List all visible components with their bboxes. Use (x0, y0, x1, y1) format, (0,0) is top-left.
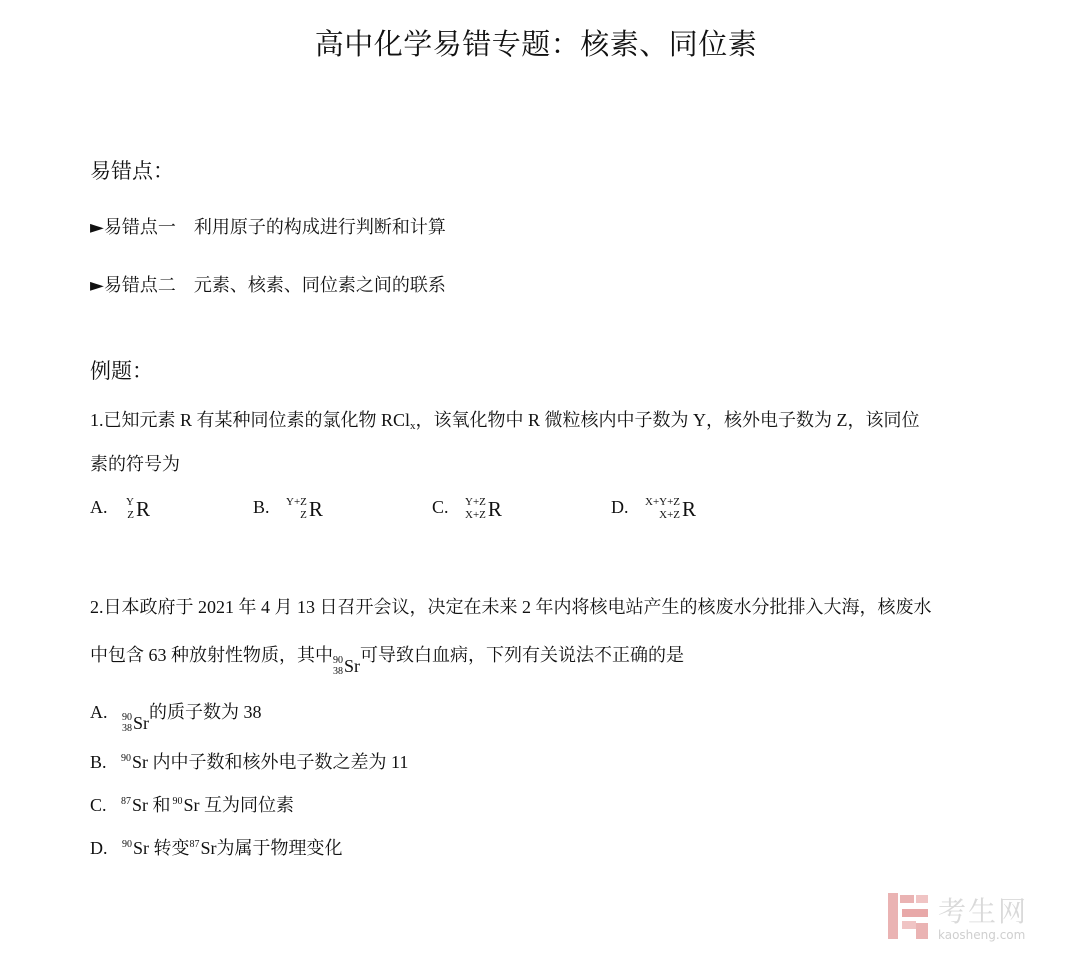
q1-option-a-letter: A. (90, 497, 108, 518)
q2-option-b-text: 内中子数和核外电子数之差为 11 (152, 752, 409, 772)
q1-option-a-mass: Y (126, 496, 134, 508)
q1-option-b-nuclide (286, 496, 323, 522)
q2-option-c-mass2: 90 (172, 796, 183, 807)
q2-option-c-symbol1: Sr (132, 795, 149, 815)
q2-option-b-letter: B. (90, 752, 107, 772)
q1-stem-subscript: x (410, 420, 416, 432)
q1-option-a-nuclide (126, 496, 150, 522)
q2-option-a-isotope (122, 712, 149, 734)
pitfall-item-2 (90, 271, 446, 297)
q1-stem-line2: 素的符号为 (90, 454, 180, 474)
pitfalls-heading: 易错点： (90, 159, 174, 183)
q1-option-b[interactable] (253, 496, 323, 522)
q1-option-c-mass: Y+Z (465, 496, 486, 508)
q1-option-d-letter: D. (611, 497, 629, 518)
watermark-logo-icon (886, 891, 932, 941)
page-title: 高中化学易错专题：核素、同位素 (314, 27, 758, 61)
q1-option-a-atomic: Z (127, 509, 134, 521)
q1-option-d-mass: X+Y+Z (645, 496, 681, 508)
q2-option-d-letter: D. (90, 838, 108, 858)
q2-option-d-text: 为属于物理变化 (216, 838, 343, 858)
q1-option-c-symbol: R (487, 496, 502, 521)
q2-option-a-atomic: 38 (122, 723, 132, 734)
q1-stem-b: ，该氧化物中 R 微粒核内中子数为 Y，核外电子数为 Z，该同位 (415, 410, 920, 430)
q2-option-c-mass1: 87 (121, 796, 132, 807)
q1-option-a-symbol: R (135, 496, 150, 521)
q1-option-d-symbol: R (682, 496, 697, 521)
q1-stem-line1 (90, 406, 920, 432)
q2-option-d-mid: 转变 (153, 838, 190, 858)
q2-option-b-symbol: Sr (132, 752, 149, 772)
q2-stem-line1: 2.日本政府于 2021 年 4 月 13 日召开会议，决定在未来 2 年内将核电站产生的核废水分批排入大海，核废水 (90, 597, 932, 617)
q1-option-b-letter: B. (253, 497, 270, 518)
q2-option-c-text: 互为同位素 (204, 795, 295, 815)
watermark-text-cn: 考生网 (938, 895, 1029, 928)
pitfall-item-2-label: ►易错点二 (90, 275, 176, 296)
q2-option-c[interactable] (90, 791, 294, 817)
q1-option-c-letter: C. (432, 497, 449, 518)
watermark (886, 890, 1028, 942)
q1-option-b-symbol: R (308, 496, 323, 521)
q2-option-a-text: 的质子数为 38 (149, 702, 262, 722)
q1-option-c[interactable] (432, 496, 502, 522)
q2-stem-a: 中包含 63 种放射性物质，其中 (90, 645, 333, 665)
q2-stem-isotope (333, 655, 360, 677)
pitfall-item-1-label: ►易错点一 (90, 217, 176, 238)
q2-option-a[interactable] (90, 698, 262, 734)
q2-option-b[interactable] (90, 748, 408, 774)
q1-option-d[interactable] (611, 496, 696, 522)
q2-option-d-mass2: 87 (189, 839, 200, 850)
pitfall-item-1-text: 利用原子的构成进行判断和计算 (193, 217, 446, 238)
q2-stem-iso-symbol: Sr (344, 655, 361, 676)
q2-option-a-letter: A. (90, 702, 108, 722)
q2-stem-line2 (90, 641, 684, 677)
q1-option-c-nuclide (465, 496, 502, 522)
q2-stem-iso-mass: 90 (333, 655, 343, 666)
q1-option-d-nuclide (645, 496, 696, 522)
q2-stem-iso-atomic: 38 (333, 666, 343, 677)
q2-option-a-symbol: Sr (133, 712, 150, 733)
q1-option-b-mass: Y+Z (286, 496, 307, 508)
pitfall-item-2-text: 元素、核素、同位素之间的联系 (193, 275, 446, 296)
watermark-text-en: kaosheng.com (938, 928, 1026, 942)
q2-option-c-mid: 和 (152, 795, 171, 815)
q2-stem-b: 可导致白血病，下列有关说法不正确的是 (360, 645, 685, 665)
q2-option-d-mass1: 90 (122, 839, 132, 850)
examples-heading: 例题： (90, 359, 153, 383)
q2-option-d-symbol1: Sr (133, 838, 150, 858)
q2-option-a-mass: 90 (122, 712, 132, 723)
q2-option-c-symbol2: Sr (183, 795, 200, 815)
q1-option-a[interactable] (90, 496, 150, 522)
q2-option-b-mass: 90 (121, 753, 132, 764)
q2-option-d-symbol2: Sr (200, 838, 217, 858)
q2-option-d[interactable] (90, 834, 343, 860)
q2-option-c-letter: C. (90, 795, 107, 815)
q1-option-b-atomic: Z (300, 509, 307, 521)
q1-option-c-atomic: X+Z (465, 509, 486, 521)
pitfall-item-1 (90, 213, 446, 239)
q1-stem-a: 1.已知元素 R 有某种同位素的氯化物 RCl (90, 410, 411, 430)
q1-option-d-atomic: X+Z (659, 509, 681, 521)
